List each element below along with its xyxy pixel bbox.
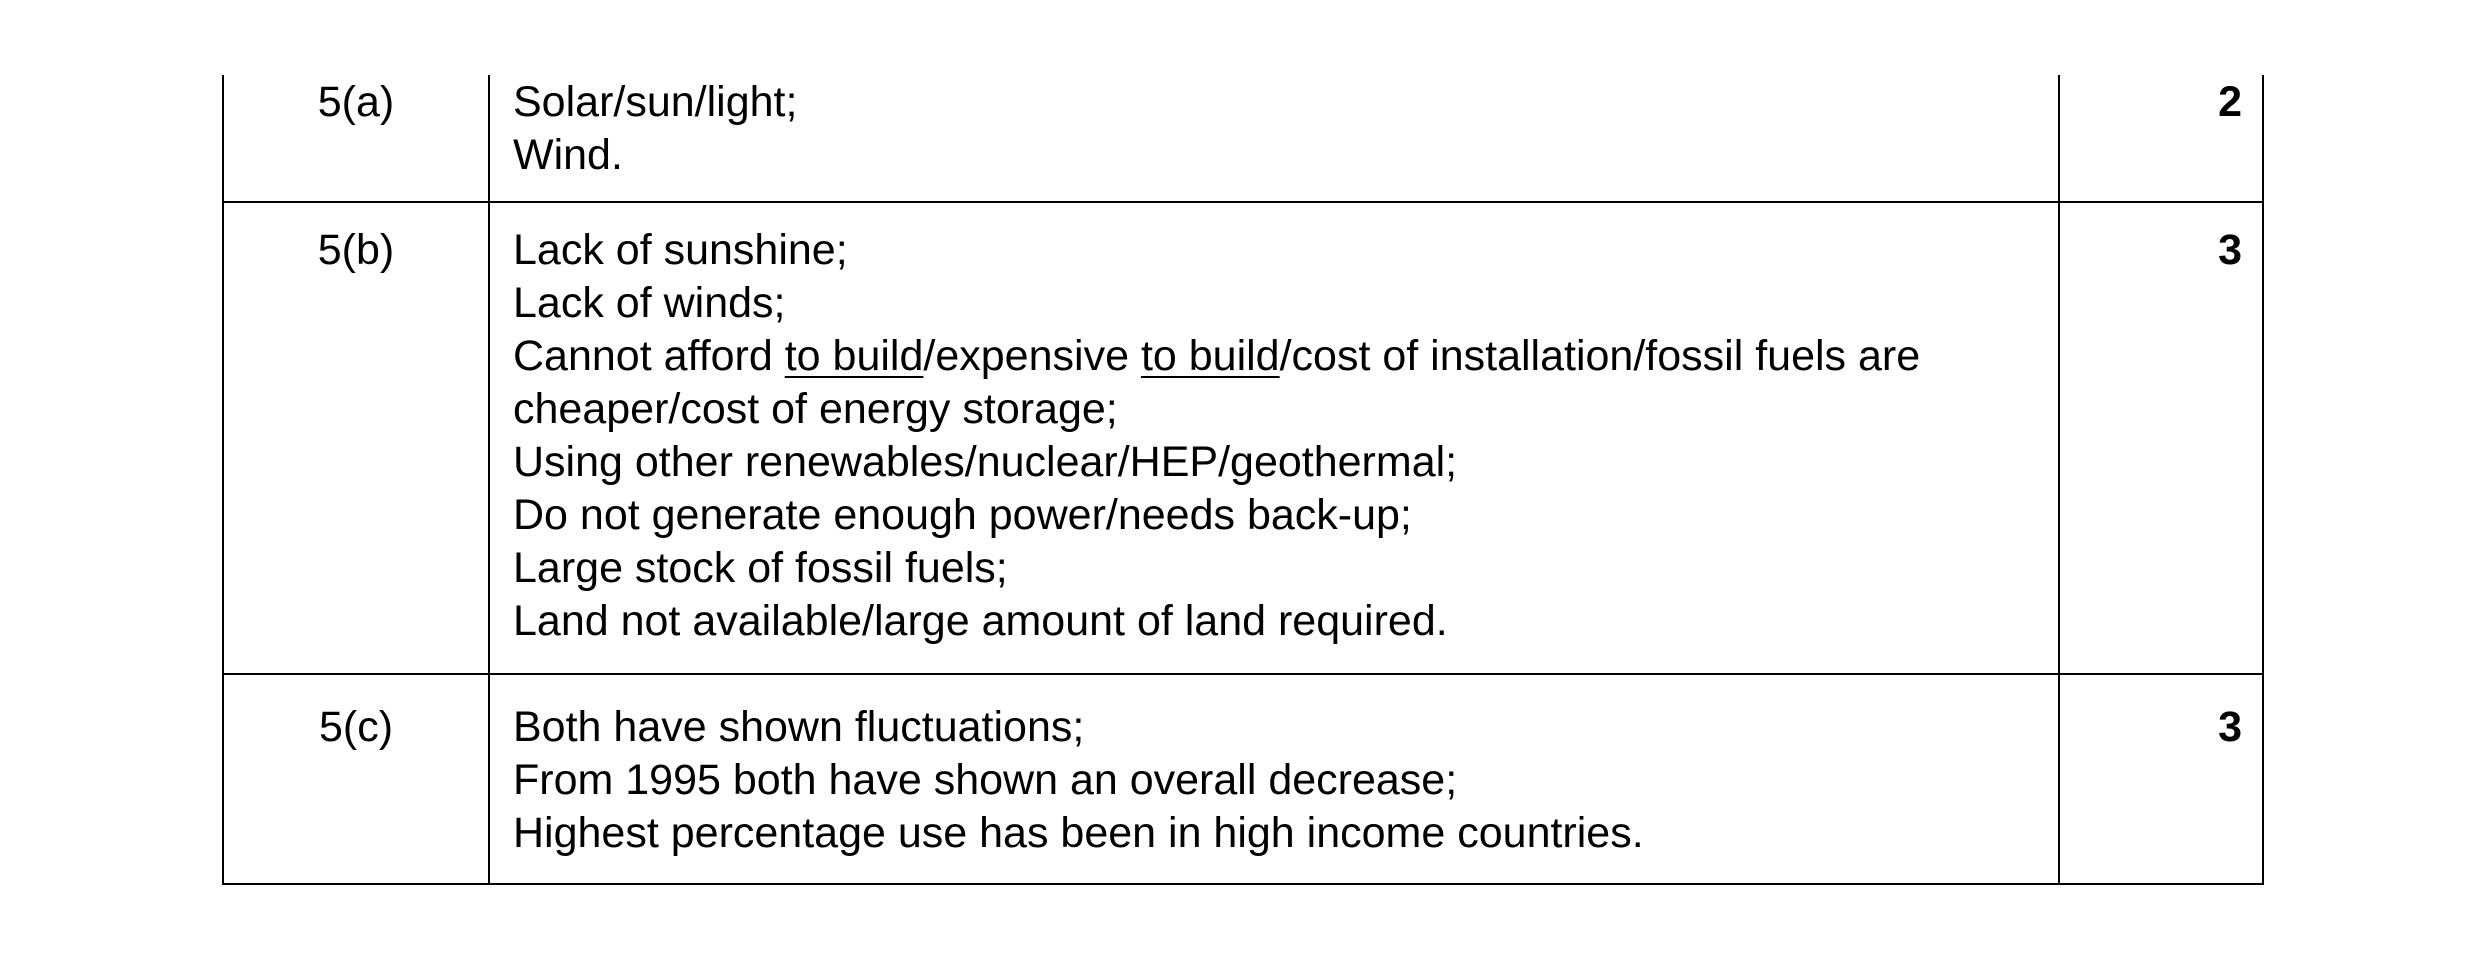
- answer-text: Solar/sun/light;: [513, 78, 798, 126]
- marks-value: 3: [2218, 703, 2242, 751]
- answer-line: [513, 76, 2058, 129]
- answer-lines: [513, 75, 2058, 182]
- answer-line: [513, 542, 2058, 595]
- answer-line: [513, 436, 2058, 489]
- answer-text: Using other renewables/nuclear/HEP/geothermal;: [513, 438, 1458, 486]
- answer-cell: [489, 75, 2059, 202]
- answer-line: [513, 383, 2058, 436]
- mark-scheme-table: [222, 75, 2264, 885]
- question-number: 5(c): [318, 703, 394, 751]
- answer-lines: [513, 203, 2058, 648]
- answer-text: From 1995 both have shown an overall decrease;: [513, 756, 1458, 804]
- answer-text: Both have shown fluctuations;: [513, 703, 1085, 751]
- answer-line: [513, 277, 2058, 330]
- answer-text: Lack of winds;: [513, 279, 786, 327]
- underlined-text: to build: [1140, 332, 1280, 380]
- question-number: 5(b): [317, 226, 395, 274]
- table-row: [223, 75, 2263, 202]
- answer-text: Do not generate enough power/needs back-up;: [513, 491, 1412, 539]
- answer-line: [513, 701, 2058, 754]
- answer-text: Large stock of fossil fuels;: [513, 544, 1008, 592]
- answer-text: /cost of installation/fossil fuels are: [1279, 332, 1921, 380]
- question-number-cell: [223, 674, 489, 884]
- marks-cell: [2059, 674, 2263, 884]
- answer-line: [513, 129, 2058, 182]
- answer-line: [513, 595, 2058, 648]
- answer-line: [513, 807, 2058, 860]
- answer-text: Cannot afford: [513, 332, 785, 380]
- question-number-cell: [223, 75, 489, 202]
- answer-line: [513, 489, 2058, 542]
- answer-text: Wind.: [513, 131, 623, 179]
- answer-cell: [489, 674, 2059, 884]
- table-row: [223, 674, 2263, 884]
- underlined-text: to build: [784, 332, 924, 380]
- marks-cell: [2059, 202, 2263, 674]
- table-row: [223, 202, 2263, 674]
- marks-cell: [2059, 75, 2263, 202]
- answer-line: [513, 224, 2058, 277]
- answer-cell: [489, 202, 2059, 674]
- marks-value: 2: [2218, 78, 2242, 126]
- answer-lines: [513, 675, 2058, 860]
- answer-text: Highest percentage use has been in high income countries.: [513, 809, 1644, 857]
- answer-text: Land not available/large amount of land required.: [513, 597, 1448, 645]
- answer-text: cheaper/cost of energy storage;: [513, 385, 1118, 433]
- answer-text: Lack of sunshine;: [513, 226, 848, 274]
- marks-value: 3: [2218, 226, 2242, 274]
- answer-line: [513, 754, 2058, 807]
- question-number: 5(a): [317, 78, 395, 126]
- answer-text: /expensive: [923, 332, 1141, 380]
- answer-line: [513, 330, 2058, 383]
- question-number-cell: [223, 202, 489, 674]
